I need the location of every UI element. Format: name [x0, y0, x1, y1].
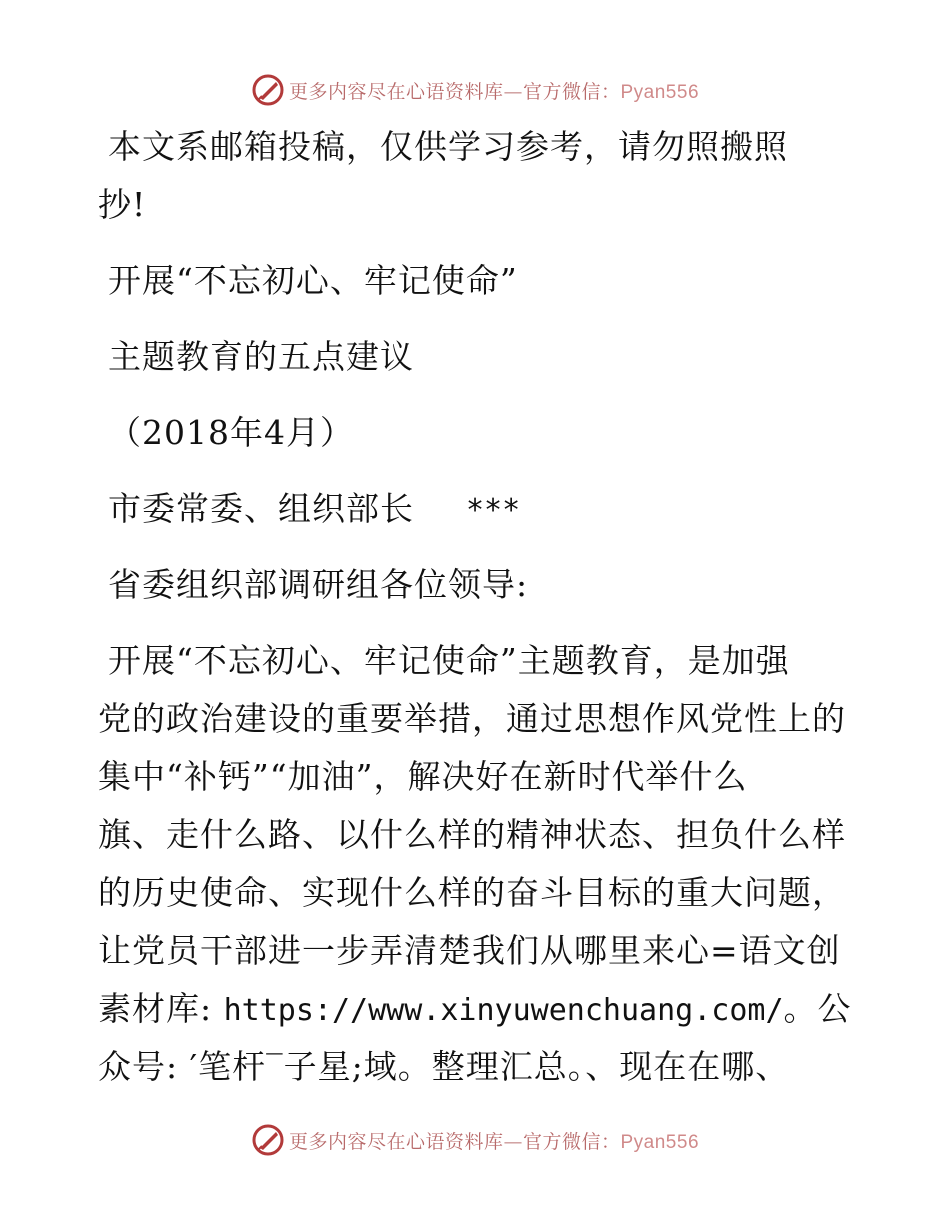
paragraph-line-5: 的历史使命、实现什么样的奋斗目标的重大问题， — [98, 873, 846, 912]
notice-line-2: 抄! — [98, 185, 147, 224]
salutation: 省委组织部调研组各位领导: — [108, 565, 529, 604]
source-prefix: 素材库: — [98, 989, 224, 1028]
banner-account: Pyan556 — [620, 1131, 700, 1153]
author-position: 市委常委、组织部长 — [108, 489, 414, 528]
paragraph-line-2: 党的政治建设的重要举措，通过思想作风党性上的 — [98, 699, 846, 738]
banner-main: 更多内容尽在心语资料库 — [288, 1130, 504, 1153]
header-watermark-banner — [0, 70, 950, 110]
banner-main: 更多内容尽在心语资料库 — [288, 80, 504, 103]
last-line: 众号: ′笔杆‾子星;域。整理汇总。、现在在哪、 — [98, 1047, 790, 1086]
paragraph-line-3: 集中“补钙”“加油”，解决好在新时代举什么 — [98, 757, 748, 796]
notice-line-1: 本文系邮箱投稿，仅供学习参考，请勿照搬照 — [108, 127, 788, 166]
quill-logo-icon — [251, 1123, 285, 1157]
paragraph-line-1: 开展“不忘初心、牢记使命”主题教育，是加强 — [108, 641, 790, 680]
source-suffix: 。公 — [783, 989, 852, 1028]
author-line — [98, 480, 858, 538]
banner-dash: — — [503, 1130, 523, 1153]
banner-text — [289, 1127, 699, 1154]
date-line: （2018年4月） — [108, 413, 354, 452]
paragraph-line-4: 旗、走什么路、以什么样的精神状态、担负什么样 — [98, 815, 846, 854]
footer-watermark-banner — [0, 1120, 950, 1160]
banner-text — [289, 77, 699, 104]
quill-logo-icon — [251, 73, 285, 107]
banner-official: 官方微信： — [522, 80, 621, 103]
paragraph-line-6: 让党员干部进一步弄清楚我们从哪里来心=语文创 — [98, 931, 841, 970]
source-line — [98, 980, 858, 1038]
title-line-2: 主题教育的五点建议 — [108, 337, 414, 376]
author-name: *** — [466, 493, 521, 528]
title-line-1: 开展“不忘初心、牢记使命” — [108, 261, 518, 300]
document-body — [98, 118, 858, 1096]
banner-account: Pyan556 — [620, 81, 700, 103]
source-url-link[interactable]: https://www.xinyuwenchuang.com/ — [223, 993, 784, 1028]
banner-dash: — — [503, 80, 523, 103]
banner-official: 官方微信： — [522, 1130, 621, 1153]
